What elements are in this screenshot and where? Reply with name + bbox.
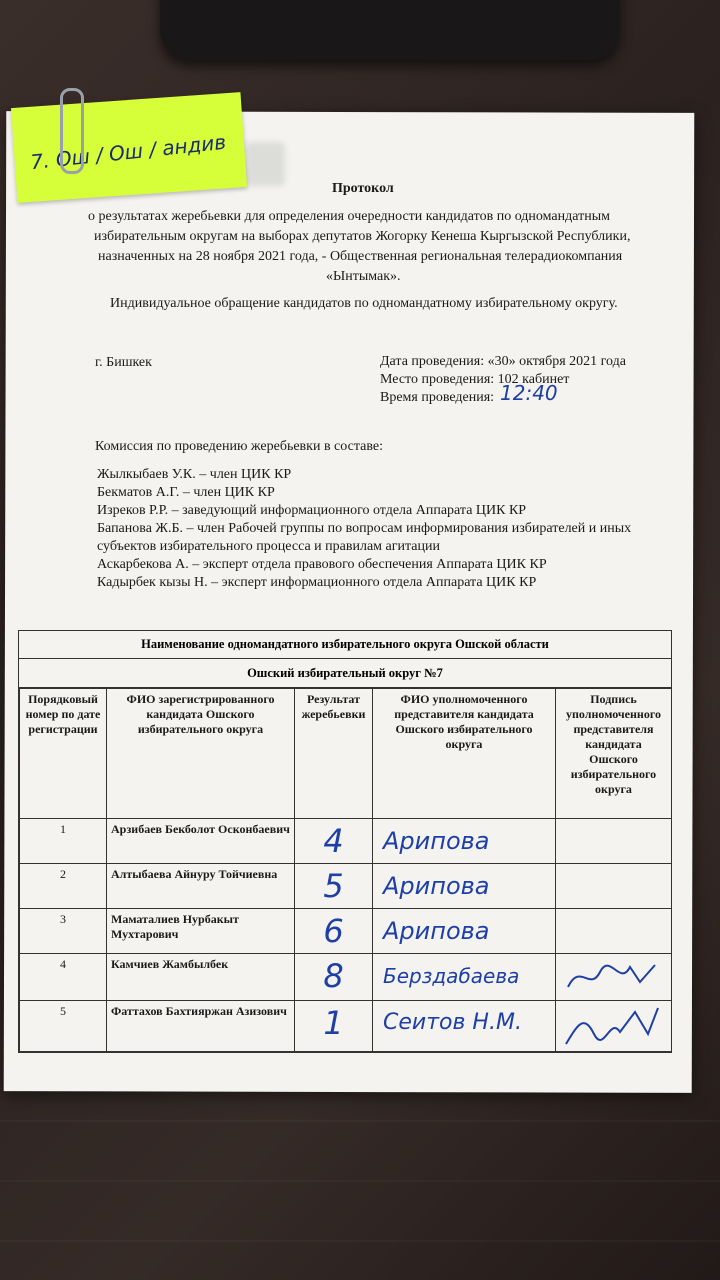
representative-name: Арипова — [383, 917, 490, 945]
signature-cell — [556, 864, 672, 909]
representative-name: Берздабаева — [383, 964, 520, 988]
date-line: Дата проведения: «30» октября 2021 года — [380, 354, 626, 369]
representative-name: Арипова — [383, 827, 490, 855]
commission-member: Жылкыбаев У.К. – член ЦИК КР — [97, 467, 292, 482]
col-header-signature: Подпись уполномоченного представителя кандидата Ошского избирательного округа — [556, 689, 672, 819]
table-row — [20, 909, 672, 954]
draw-result: 6 — [323, 912, 344, 950]
draw-result: 5 — [323, 867, 344, 905]
representative-name: Арипова — [383, 872, 490, 900]
candidate-name: Алтыбаева Айнуру Тойчиевна — [107, 864, 295, 909]
signature-mark — [560, 1004, 660, 1048]
sticky-note-text: 7. Ош / Ош / андив — [29, 129, 228, 175]
signature-cell — [556, 819, 672, 864]
commission-member: Аскарбекова А. – эксперт отдела правового обеспечения Аппарата ЦИК КР — [97, 557, 547, 572]
candidate-name: Маматалиев Нурбакыт Мухтарович — [107, 909, 295, 954]
col-header-representative: ФИО уполномоченного представителя кандидата Ошского избирательного округа — [373, 689, 556, 819]
row-number: 3 — [20, 909, 107, 954]
table-row — [20, 954, 672, 1001]
blurred-area — [245, 142, 285, 186]
place-line: Место проведения: 102 кабинет — [380, 372, 570, 387]
candidate-name: Фаттахов Бахтияржан Азизович — [107, 1001, 295, 1052]
candidate-name: Камчиев Жамбылбек — [107, 954, 295, 1001]
candidate-name: Арзибаев Бекболот Осконбаевич — [107, 819, 295, 864]
signature-cell — [556, 909, 672, 954]
wood-grain — [0, 1240, 720, 1242]
table-header-district: Ошский избирательный округ №7 — [19, 659, 671, 688]
table-row — [20, 819, 672, 864]
city: г. Бишкек — [95, 355, 152, 370]
subtitle-line: избирательным округам на выборах депутатов Жогорку Кенеша Кыргызской Республики, — [94, 229, 631, 244]
commission-member: Изреков Р.Р. – заведующий информационного отдела Аппарата ЦИК КР — [97, 503, 527, 518]
signature-mark — [560, 957, 660, 997]
subtitle-line: назначенных на 28 ноября 2021 года, - Общественная региональная телерадиокомпания — [98, 249, 623, 264]
col-header-number: Порядковый номер по дате регистрации — [20, 689, 107, 819]
paperclip-icon — [60, 88, 84, 174]
draw-result: 1 — [323, 1004, 344, 1042]
wood-grain — [0, 1180, 720, 1182]
row-number: 5 — [20, 1001, 107, 1052]
table-row — [20, 864, 672, 909]
subtitle-line: о результатах жеребьевки для определения очередности кандидатов по одномандатным — [88, 209, 610, 224]
commission-member: субъектов избирательного процесса и правилам агитации — [97, 539, 440, 554]
col-header-candidate: ФИО зарегистрированного кандидата Ошского избирательного округа — [107, 689, 295, 819]
signature-cell — [556, 954, 672, 1001]
results-table — [18, 630, 672, 1053]
draw-result: 8 — [323, 957, 344, 995]
row-number: 4 — [20, 954, 107, 1001]
draw-result: 4 — [323, 822, 344, 860]
wood-grain — [0, 1120, 720, 1122]
commission-heading: Комиссия по проведению жеребьевки в составе: — [95, 439, 383, 454]
col-header-result: Результат жеребьевки — [295, 689, 373, 819]
time-label: Время проведения: — [380, 390, 495, 405]
document-title: Протокол — [332, 181, 394, 196]
results-grid — [19, 688, 672, 1052]
device-edge — [160, 0, 620, 60]
time-value: 12:40 — [500, 381, 558, 405]
row-number: 2 — [20, 864, 107, 909]
commission-member: Кадырбек кызы Н. – эксперт информационного отдела Аппарата ЦИК КР — [97, 575, 537, 590]
representative-name: Сеитов Н.М. — [383, 1010, 522, 1035]
table-header-region: Наименование одномандатного избирательного округа Ошской области — [19, 631, 671, 659]
table-column-headers — [20, 689, 672, 819]
table-row — [20, 1001, 672, 1052]
subtitle-line: «Ынтымак». — [326, 269, 401, 284]
commission-member: Бекматов А.Г. – член ЦИК КР — [97, 485, 275, 500]
appeal-text: Индивидуальное обращение кандидатов по одномандатному избирательному округу. — [110, 296, 618, 311]
row-number: 1 — [20, 819, 107, 864]
commission-member: Бапанова Ж.Б. – член Рабочей группы по вопросам информирования избирателей и иных — [97, 521, 632, 536]
signature-cell — [556, 1001, 672, 1052]
